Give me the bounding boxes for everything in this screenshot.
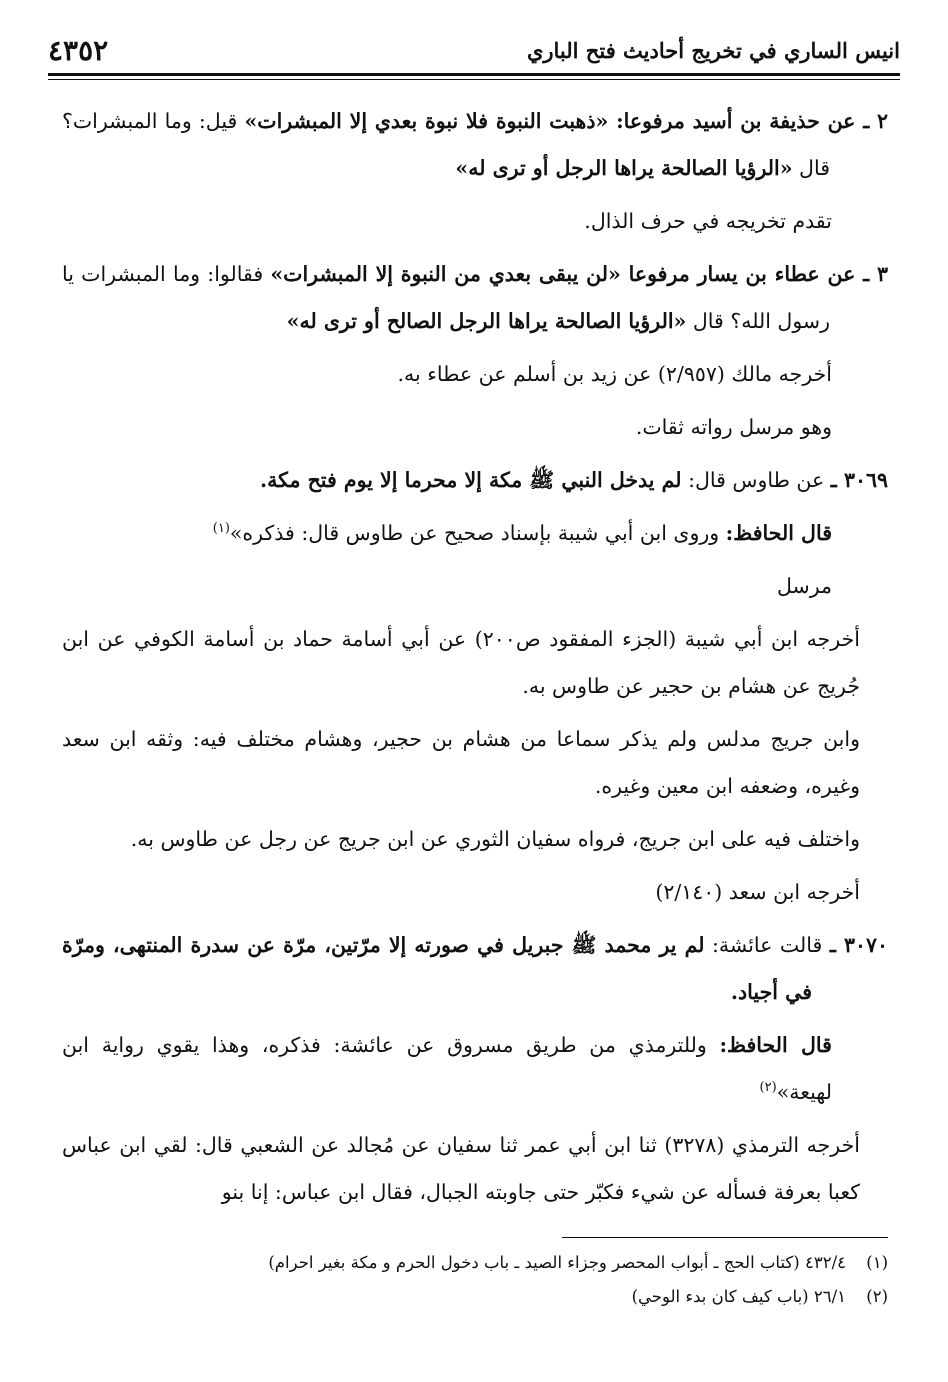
page-number: ٤٣٥٢: [48, 33, 109, 67]
footnote-1: (١) ٤٣٢/٤ (كتاب الحج ـ أبواب المحصر وجزاء الصيد ـ باب دخول الحرم و مكة بغير احرام): [268, 1253, 888, 1272]
hadith-3069: ٣٠٦٩ ـ عن طاوس قال: لم يدخل النبي ﷺ مكة إلا محرما إلا يوم فتح مكة.: [260, 468, 888, 492]
hadith-number: ٣٠٦٩ ـ: [830, 468, 888, 492]
footnotes: [62, 1246, 888, 1314]
main-text: [62, 98, 888, 1222]
item-2-note: تقدم تخريجه في حرف الذال.: [584, 209, 832, 233]
hadith-3070: ٣٠٧٠ ـ قالت عائشة: لم ير محمد ﷺ جبريل في صورته إلا مرّتين، مرّة عن سدرة المنتهى، ومرّة في أجياد.: [62, 933, 888, 1004]
item-3-takhrij: أخرجه مالك (٢/٩٥٧) عن زيد بن أسلم عن عطاء به.: [397, 362, 832, 386]
takhrij-3069-2: وابن جريج مدلس ولم يذكر سماعا من هشام بن حجير، وهشام مختلف فيه: وثقه ابن سعد وغيره، وضعفه ابن معين وغيره.: [62, 727, 860, 798]
item-3-hadith: ٣ ـ عن عطاء بن يسار مرفوعا «لن يبقى بعدي من النبوة إلا المبشرات» فقالوا: وما المبشرات يا رسول الله؟ قال «الرؤيا الصالحة يراها الرجل الصالح أو ترى له»: [62, 262, 888, 333]
takhrij-3069-3: واختلف فيه على ابن جريج، فرواه سفيان الثوري عن ابن جريج عن رجل عن طاوس به.: [130, 827, 860, 851]
footnote-rule: [562, 1237, 888, 1238]
footnote-2: (٢) ٢٦/١ (باب كيف كان بدء الوحي): [631, 1287, 888, 1306]
item-3-hukm: وهو مرسل رواته ثقات.: [635, 415, 832, 439]
footnote-ref: (١): [212, 521, 230, 537]
takhrij-3069-4: أخرجه ابن سعد (٢/١٤٠): [655, 880, 860, 904]
takhrij-3070-1: أخرجه الترمذي (٣٢٧٨) ثنا ابن أبي عمر ثنا سفيان عن مُجالد عن الشعبي قال: لقي ابن عباس كعبا بعرفة فسأله عن شيء فكبّر حتى جاوبته الجبال، فقال ابن عباس: إنا بنو: [62, 1133, 860, 1204]
hadith-number: ٣٠٧٠ ـ: [829, 933, 888, 957]
takhrij-3069-1: أخرجه ابن أبي شيبة (الجزء المفقود ص٢٠٠) عن أبي أسامة حماد بن أسامة الكوفي عن ابن جُريج عن هشام بن حجير عن طاوس به.: [62, 627, 860, 698]
book-title: انيس الساري في تخريج أحاديث فتح الباري: [526, 37, 900, 63]
hafiz-comment-3069: قال الحافظ: وروى ابن أبي شيبة بإسناد صحيح عن طاوس قال: فذكره»$^{(١)}$: [212, 521, 832, 545]
status-3069: مرسل: [777, 574, 832, 598]
hafiz-comment-3070: قال الحافظ: وللترمذي من طريق مسروق عن عائشة: فذكره، وهذا يقوي رواية ابن لهيعة»$^{(٢)}$: [62, 1033, 832, 1104]
header-rule-thin: [48, 79, 900, 80]
header-rule-thick: [48, 73, 900, 76]
page-header: [48, 28, 900, 72]
footnote-ref: (٢): [759, 1080, 777, 1096]
item-2-hadith: ٢ ـ عن حذيفة بن أسيد مرفوعا: «ذهبت النبوة فلا نبوة بعدي إلا المبشرات» قيل: وما المبشرات؟ قال «الرؤيا الصالحة يراها الرجل أو ترى له»: [62, 109, 888, 180]
